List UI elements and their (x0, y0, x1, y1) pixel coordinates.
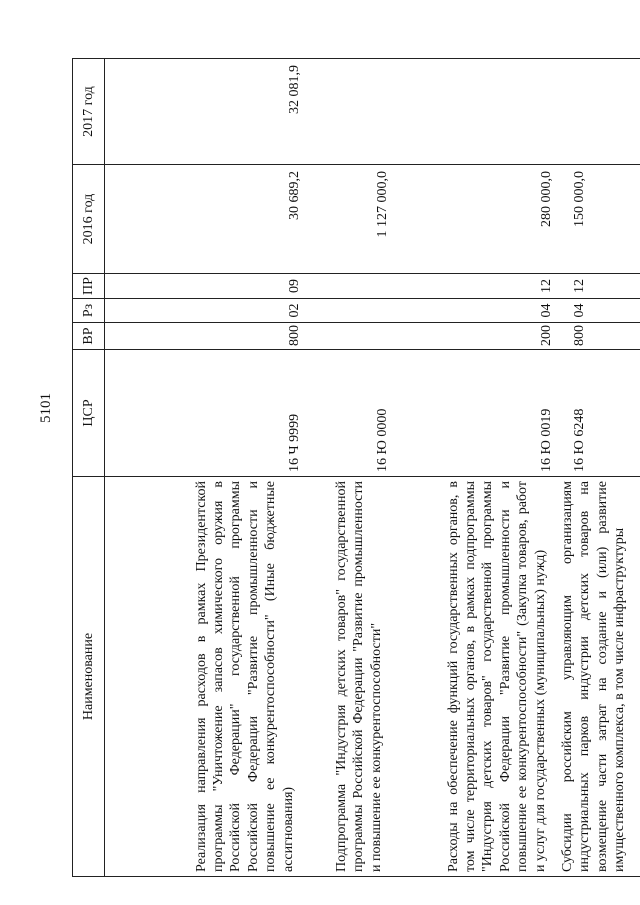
page-number: 5101 (38, 393, 54, 423)
table-row (555, 59, 640, 877)
row-rz: 02 (105, 299, 304, 323)
row-name: Подпрограмма "Индустрия детских товаров" государственной программы Российской Федерации "Развитие промышленности и повышение ее конкурентоспособности" (303, 477, 391, 877)
row-vr: 200 (391, 323, 555, 350)
row-2017 (303, 59, 391, 165)
row-pr (303, 274, 391, 299)
row-pr: 09 (105, 274, 304, 299)
row-name: Расходы на обеспечение функций государственных органов, в том числе территориальных органов, в рамках подпрограммы "Индустрия детских товаров" государственной программы Российской Федерации "Развитие промышленности и повышение ее конкурентоспособности" (Закупка товаров, работ и услуг для государственных (муниципальных) нужд) (391, 477, 555, 877)
row-2017: 32 081,9 (105, 59, 304, 165)
row-rz: 04 (555, 299, 640, 323)
header-pr: ПР (73, 274, 105, 299)
row-vr: 800 (105, 323, 304, 350)
header-name: Наименование (73, 477, 105, 877)
row-pr: 12 (391, 274, 555, 299)
row-name: Субсидии российским управляющим организациям индустриальных парков индустрии детских товаров на возмещение части затрат на создание и (или) развитие имущественного комплекса, в том числе инфраструктуры (555, 477, 640, 877)
table-row (391, 59, 555, 877)
row-csr: 16 Ю 0000 (303, 350, 391, 477)
budget-table-sheet (72, 59, 628, 877)
row-vr (303, 323, 391, 350)
row-rz (303, 299, 391, 323)
row-2017 (391, 59, 555, 165)
table-row (303, 59, 391, 877)
budget-table (72, 58, 640, 877)
header-rz: Рз (73, 299, 105, 323)
row-2016: 150 000,0 (555, 165, 640, 274)
header-2017: 2017 год (73, 59, 105, 165)
row-2016: 1 127 000,0 (303, 165, 391, 274)
row-vr: 800 (555, 323, 640, 350)
header-2016: 2016 год (73, 165, 105, 274)
row-name: Реализация направления расходов в рамках Президентской программы "Уничтожение запасов химического оружия в Российской Федерации" государственной программы Российской Федерации "Развитие промышленности и повышение ее конкурентоспособности" (Иные бюджетные ассигнования) (105, 477, 304, 877)
table-row (105, 59, 304, 877)
row-2016: 30 689,2 (105, 165, 304, 274)
table-header-row (73, 59, 105, 877)
row-rz: 04 (391, 299, 555, 323)
row-pr: 12 (555, 274, 640, 299)
header-csr: ЦСР (73, 350, 105, 477)
row-2016: 280 000,0 (391, 165, 555, 274)
row-2017 (555, 59, 640, 165)
row-csr: 16 Ю 0019 (391, 350, 555, 477)
row-csr: 16 Ч 9999 (105, 350, 304, 477)
header-vr: ВР (73, 323, 105, 350)
row-csr: 16 Ю 6248 (555, 350, 640, 477)
